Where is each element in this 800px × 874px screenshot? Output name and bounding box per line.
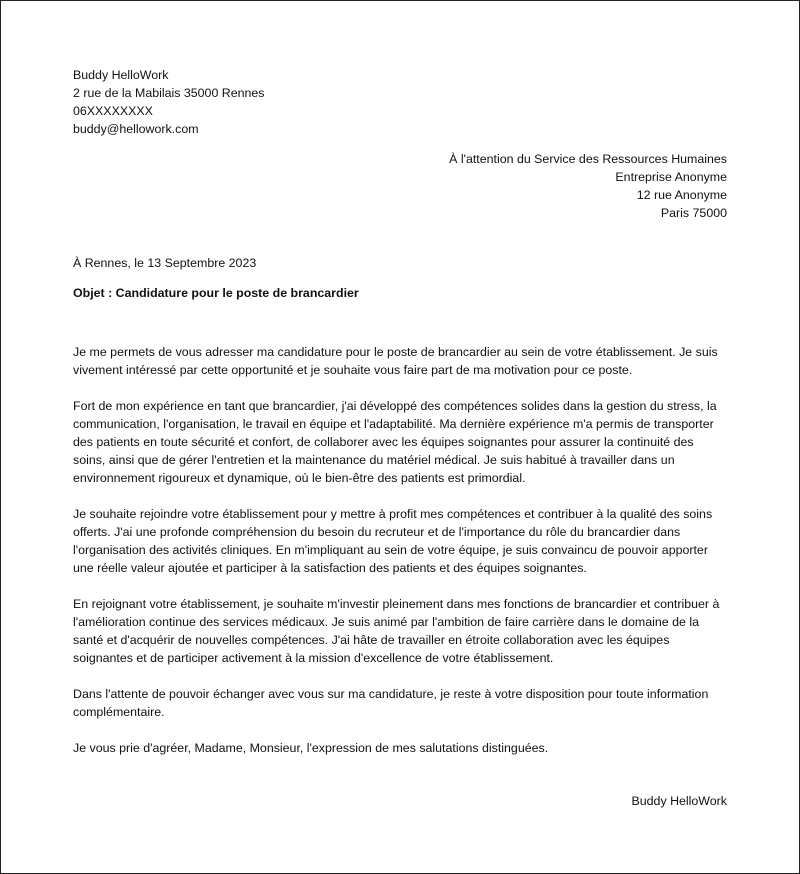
signature: Buddy HelloWork	[631, 794, 727, 808]
recipient-company: Entreprise Anonyme	[615, 170, 727, 184]
body-paragraph: Je me permets de vous adresser ma candidature pour le poste de brancardier au sein de votre établissement. Je suis vivement intéressé par cette opportunité et je souhaite vous faire part de ma motivation pour ce poste.	[73, 345, 718, 377]
sender-email: buddy@hellowork.com	[73, 122, 199, 136]
letter-date: À Rennes, le 13 Septembre 2023	[73, 256, 257, 270]
body-paragraph: Fort de mon expérience en tant que brancardier, j'ai développé des compétences solides dans la gestion du stress, la communication, l'organisation, le travail en équipe et l'adaptabilité. Ma dernière expérience m'a permis de transporter des patients en toute sécurité et confort, de collaborer avec les équipes soignantes pour assurer la continuité des soins, ainsi que de gérer l'entretien et la maintenance du matériel médical. Je suis habitué à travailler dans un environnement rigoureux et dynamique, où le bien-être des patients est primordial.	[73, 399, 717, 485]
recipient-block	[327, 150, 727, 222]
sender-name: Buddy HelloWork	[73, 68, 169, 82]
body-paragraph: Je souhaite rejoindre votre établissement pour y mettre à profit mes compétences et contribuer à la qualité des soins offerts. J'ai une profonde compréhension du besoin du recruteur et de l'importance du rôle du brancardier dans l'organisation des activités cliniques. En m'impliquant au sein de votre équipe, je suis convaincu de pouvoir apporter une réelle valeur ajoutée et participer à la satisfaction des patients et des équipes soignantes.	[73, 507, 713, 575]
letter-body	[73, 343, 727, 775]
recipient-attention: À l'attention du Service des Ressources Humaines	[449, 152, 727, 166]
body-paragraph: En rejoignant votre établissement, je souhaite m'investir pleinement dans mes fonctions de brancardier et contribuer à l'amélioration continue des services médicaux. Je suis animé par l'ambition de faire carrière dans le domaine de la santé et d'acquérir de nouvelles compétences. J'ai hâte de travailler en étroite collaboration avec les équipes soignantes et de participer activement à la mission d'excellence de votre établissement.	[73, 597, 720, 665]
cover-letter	[73, 66, 727, 808]
sender-phone: 06XXXXXXXX	[73, 104, 153, 118]
recipient-street: 12 rue Anonyme	[636, 188, 727, 202]
body-paragraph: Dans l'attente de pouvoir échanger avec vous sur ma candidature, je reste à votre disposition pour toute information complémentaire.	[73, 687, 709, 719]
sender-block	[73, 66, 727, 138]
letter-subject: Objet : Candidature pour le poste de brancardier	[73, 286, 359, 300]
sender-address: 2 rue de la Mabilais 35000 Rennes	[73, 86, 265, 100]
recipient-city: Paris 75000	[660, 206, 727, 220]
closing-paragraph: Je vous prie d'agréer, Madame, Monsieur, l'expression de mes salutations distinguées.	[73, 741, 549, 755]
